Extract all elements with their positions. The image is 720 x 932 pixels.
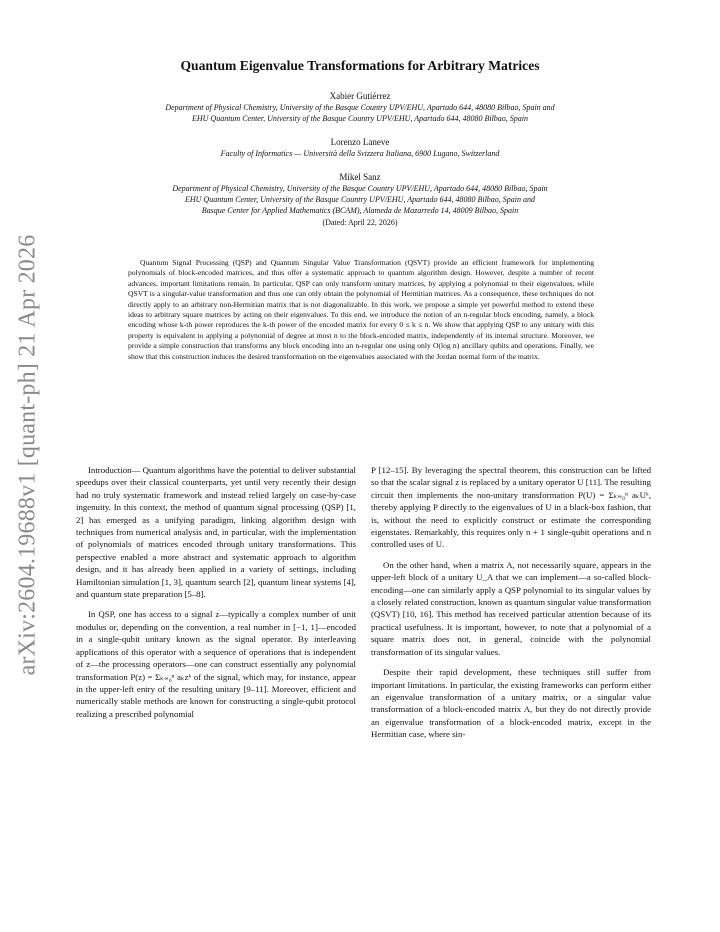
body-paragraph: In QSP, one has access to a signal z—typically a complex number of unit modulus or, depending on the convention, a real number in [−1, 1]—encoded in a single-qubit unitary known as the signal operator. By interleaving applications of this operator with a sequence of operations that is independent of z—the processing operators—one can construct essentially any polynomial transformation P(z) = Σₖ₌₀ⁿ aₖzᵏ of the signal, which may, for instance, appear in the upper-left entry of the resulting unitary [9–11]. Moreover, efficient and numerically stable methods are known for constructing a single-qubit protocol realizing a prescribed polynomial — [76, 609, 356, 719]
author-affiliation: EHU Quantum Center, University of the Basque Country UPV/EHU, Apartado 644, 48080 Bilbao, Spain and — [184, 195, 536, 204]
paper-header — [60, 58, 660, 228]
author-affiliation: Department of Physical Chemistry, University of the Basque Country UPV/EHU, Apartado 644, 48080 Bilbao, Spain and — [165, 103, 555, 112]
body-column-right — [371, 464, 651, 741]
author-affiliation: Faculty of Informatics — Università della Svizzera Italiana, 6900 Lugano, Switzerland — [220, 149, 500, 158]
body-paragraph: Introduction— Quantum algorithms have the potential to deliver substantial speedups over their classical counterparts, yet until very recently their design had no truly systematic framework and instead relied largely on case-by-case ingenuity. In this context, the method of quantum signal processing (QSP) [1, 2] has emerged as a unifying paradigm, linking algorithm design with techniques from numerical analysis and, in particular, with the implementation of polynomials of matrices encoded through unitary transformations. This perspective enabled a more abstract and systematic approach to algorithm design, and it has already been applied in a variety of settings, including Hamiltonian simulation [1, 3], quantum search [2], quantum linear systems [4], and quantum state preparation [5–8]. — [76, 465, 356, 600]
author-block-1 — [60, 90, 660, 124]
body-paragraph: On the other hand, when a matrix A, not necessarily square, appears in the upper-left block of a unitary U_A that we can implement—a so-called block-encoding—one can similarly apply a QSP polynomial to its singular values by a closely related construction, known as quantum singular value transformation (QSVT) [10, 16]. This method has received particular attention because of its practical usefulness. It is important, however, to note that a polynomial of a square matrix does not, in general, coincide with the polynomial transformation of its singular values. — [371, 559, 651, 657]
author-affiliation: Department of Physical Chemistry, University of the Basque Country UPV/EHU, Apartado 644, 48080 Bilbao, Spain — [172, 184, 548, 193]
author-name: Xabier Gutiérrez — [329, 91, 391, 101]
body-column-left — [76, 464, 356, 720]
author-block-3 — [60, 171, 660, 216]
paper-title: Quantum Eigenvalue Transformations for Arbitrary Matrices — [180, 58, 540, 73]
author-block-2 — [60, 136, 660, 159]
author-name: Lorenzo Laneve — [330, 137, 390, 147]
dated-line: (Dated: April 22, 2026) — [322, 218, 398, 227]
body-paragraph: P [12–15]. By leveraging the spectral theorem, this construction can be lifted so that the scalar signal z is replaced by a unitary operator U [11]. The resulting circuit then implements the non-unitary transformation P(U) = Σₖ₌₀ⁿ aₖUᵏ, thereby applying P directly to the eigenvalues of U in a black-box fashion, that is, without the need to explicitly construct or estimate the corresponding eigenstates. Remarkably, this requires only n + 1 single-qubit operations and n controlled uses of U. — [371, 465, 651, 550]
author-affiliation: EHU Quantum Center, University of the Basque Country UPV/EHU, Apartado 644, 48080 Bilbao, Spain — [191, 114, 529, 123]
abstract: Quantum Signal Processing (QSP) and Quantum Singular Value Transformation (QSVT) provide an efficient framework for implementing polynomials of block-encoded matrices, and thus offer a systematic approach to quantum algorithm design. However, despite a number of recent advances, important limitations remain. In particular, QSP can only transform unitary matrices, by applying a polynomial to their eigenvalues, while QSVT is a singular-value transformation and thus one can only obtain the polynomial of Hermitian matrices. As a consequence, these techniques do not directly apply to an arbitrary non-Hermitian matrix that is not diagonalizable. In this work, we propose a simple yet powerful method to extend these ideas to arbitrary square matrices by acting on their eigenvalues. To this end, we introduce the notion of an n-regular block encoding, namely, a block encoding whose k-th power reproduces the k-th power of the encoded matrix for every 0 ≤ k ≤ n. We show that applying QSP to any unitary with this property is equivalent to applying a polynomial of degree at most n to the block-encoded matrix, independently of its internal structure. Moreover, we provide a simple construction that transforms any block encoding into an n-regular one using only O(log n) ancillary qubits and operations. Finally, we show that this construction induces the desired transformation on the eigenvalues associated with the Jordan normal form of the matrix. — [128, 258, 594, 361]
author-name: Mikel Sanz — [339, 172, 381, 182]
body-paragraph: Despite their rapid development, these techniques still suffer from important limitations. In particular, the existing frameworks can perform either an eigenvalue transformation of a unitary matrix, or a singular value transformation of a block-encoded matrix A, but they do not directly provide an eigenvalue transformation of a block-encoded matrix, except in the Hermitian case, where sin- — [371, 667, 651, 740]
arxiv-id-text: arXiv:2604.19688v1 [quant-ph] 21 Apr 2026 — [14, 234, 41, 676]
author-affiliation: Basque Center for Applied Mathematics (BCAM), Alameda de Mazarredo 14, 48009 Bilbao, Spain — [201, 206, 519, 215]
arxiv-identifier-stamp — [8, 234, 48, 676]
